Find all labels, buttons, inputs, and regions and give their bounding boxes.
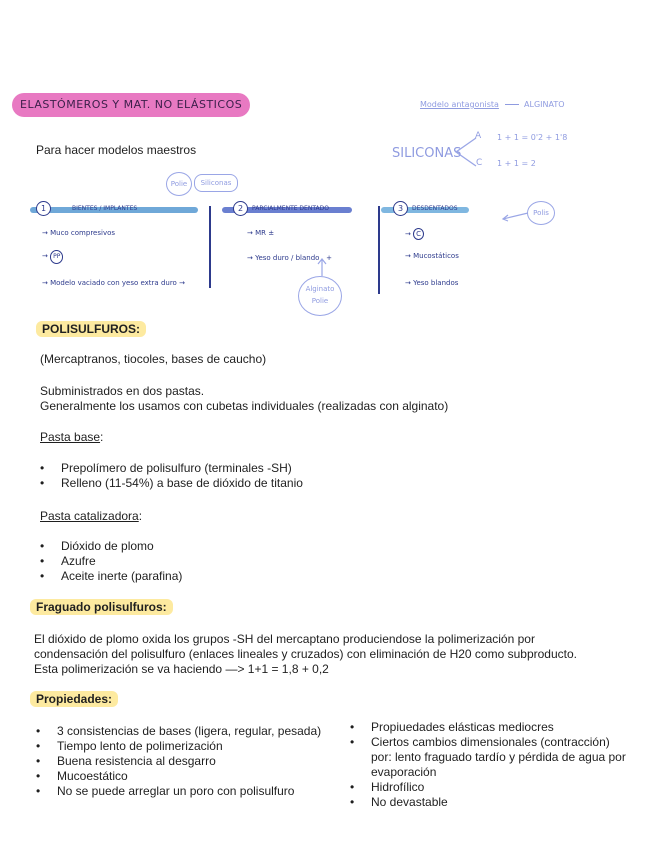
column-3-item: → C: [405, 228, 424, 240]
fraguado-line-1: El dióxido de plomo oxida los grupos -SH del mercaptano produciendose la polimerización por: [34, 632, 535, 646]
list-item: • No se puede arreglar un poro con polisulfuro: [36, 784, 346, 799]
fraguado-heading: Fraguado polisulfuros:: [30, 600, 173, 614]
list-item: • Ciertos cambios dimensionales (contracción) por: lento fraguado tardío y pérdida de agua por evaporación: [350, 735, 630, 780]
column-1-item: → PP: [42, 250, 63, 264]
list-item: • Prepolímero de polisulfuro (terminales -SH): [40, 461, 560, 476]
pasta-base-title: Pasta base:: [40, 430, 104, 444]
list-item: • No devastable: [350, 795, 630, 810]
column-2-item: → Yeso duro / blando +: [247, 254, 332, 262]
supply-line-2: Generalmente los usamos con cubetas individuales (realizadas con alginato): [40, 399, 449, 413]
polisulfuros-intro: (Mercaptranos, tiocoles, bases de caucho): [40, 352, 267, 366]
list-item: • Hidrofílico: [350, 780, 630, 795]
column-2-item: → MR ±: [247, 229, 275, 237]
bubble-alginato-text: Alginato: [305, 285, 335, 293]
propiedades-heading: Propiedades:: [30, 692, 118, 706]
pasta-base-list: [40, 461, 560, 491]
list-item: • Azufre: [40, 554, 560, 569]
siliconas-label: SILICONAS: [392, 146, 462, 161]
propiedades-right-list: [350, 720, 630, 810]
column-1-item: → Modelo vaciado con yeso extra duro →: [42, 279, 185, 287]
fraguado-line-3: Esta polimerización se va haciendo —> 1+1 = 1,8 + 0,2: [34, 662, 329, 676]
siliconas-a-formula: 1 + 1 = 0'2 + 1'8: [497, 133, 568, 142]
list-item: • Buena resistencia al desgarro: [36, 754, 346, 769]
column-1-header: BIENTES / IMPLANTES: [72, 205, 138, 212]
top-right-note-text: Modelo antagonista: [420, 100, 499, 109]
bubble-polis: Polis: [527, 201, 555, 225]
supply-line-1: Subministrados en dos pastas.: [40, 384, 205, 398]
list-item: • 3 consistencias de bases (ligera, regular, pesada): [36, 724, 346, 739]
list-item: • Dióxido de plomo: [40, 539, 560, 554]
column-3-header: DESDENTADOS: [412, 205, 458, 212]
column-2-number: 2: [233, 201, 248, 216]
siliconas-c-formula: 1 + 1 = 2: [497, 159, 536, 168]
fraguado-line-2: condensación del polisulfuro (enlaces lineales y cruzados) con eliminación de H20 como subproducto.: [34, 647, 577, 661]
column-3-item: → Yeso blandos: [405, 279, 459, 287]
column-3-item: → Mucostáticos: [405, 252, 459, 260]
pasta-catalizadora-list: [40, 539, 560, 584]
polisulfuros-heading: POLISULFUROS:: [36, 322, 146, 336]
siliconas-c-letter: C: [476, 158, 483, 168]
bubble-alginato: [298, 276, 342, 316]
siliconas-a-letter: A: [475, 131, 482, 141]
list-item: • Mucoestático: [36, 769, 346, 784]
top-right-note: [420, 100, 565, 109]
list-item: • Aceite inerte (parafina): [40, 569, 560, 584]
page-title: ELASTÓMEROS Y MAT. NO ELÁSTICOS: [12, 93, 250, 117]
propiedades-left-list: [36, 724, 346, 799]
pasta-catalizadora-title: Pasta catalizadora:: [40, 509, 143, 523]
intro-text: Para hacer modelos maestros: [36, 143, 197, 157]
column-1-item: → Muco compresivos: [42, 229, 116, 237]
list-item: • Propiuedades elásticas mediocres: [350, 720, 630, 735]
top-right-note-suffix: ALGINATO: [524, 100, 565, 109]
arrow-right-icon: [505, 104, 519, 105]
list-item: • Tiempo lento de polimerización: [36, 739, 346, 754]
column-2-header: PARCIALMENTE DENTADO: [252, 205, 329, 212]
list-item: • Relleno (11-54%) a base de dióxido de titanio: [40, 476, 560, 491]
arrow-left-icon: [500, 210, 530, 222]
column-divider: [378, 206, 380, 294]
column-3-number: 3: [393, 201, 408, 216]
bubble-polie: Polie: [166, 172, 192, 196]
bubble-siliconas: Siliconas: [194, 174, 238, 192]
column-1-number: 1: [36, 201, 51, 216]
bubble-polie2-text: Polie: [311, 297, 329, 305]
column-divider: [209, 206, 211, 288]
